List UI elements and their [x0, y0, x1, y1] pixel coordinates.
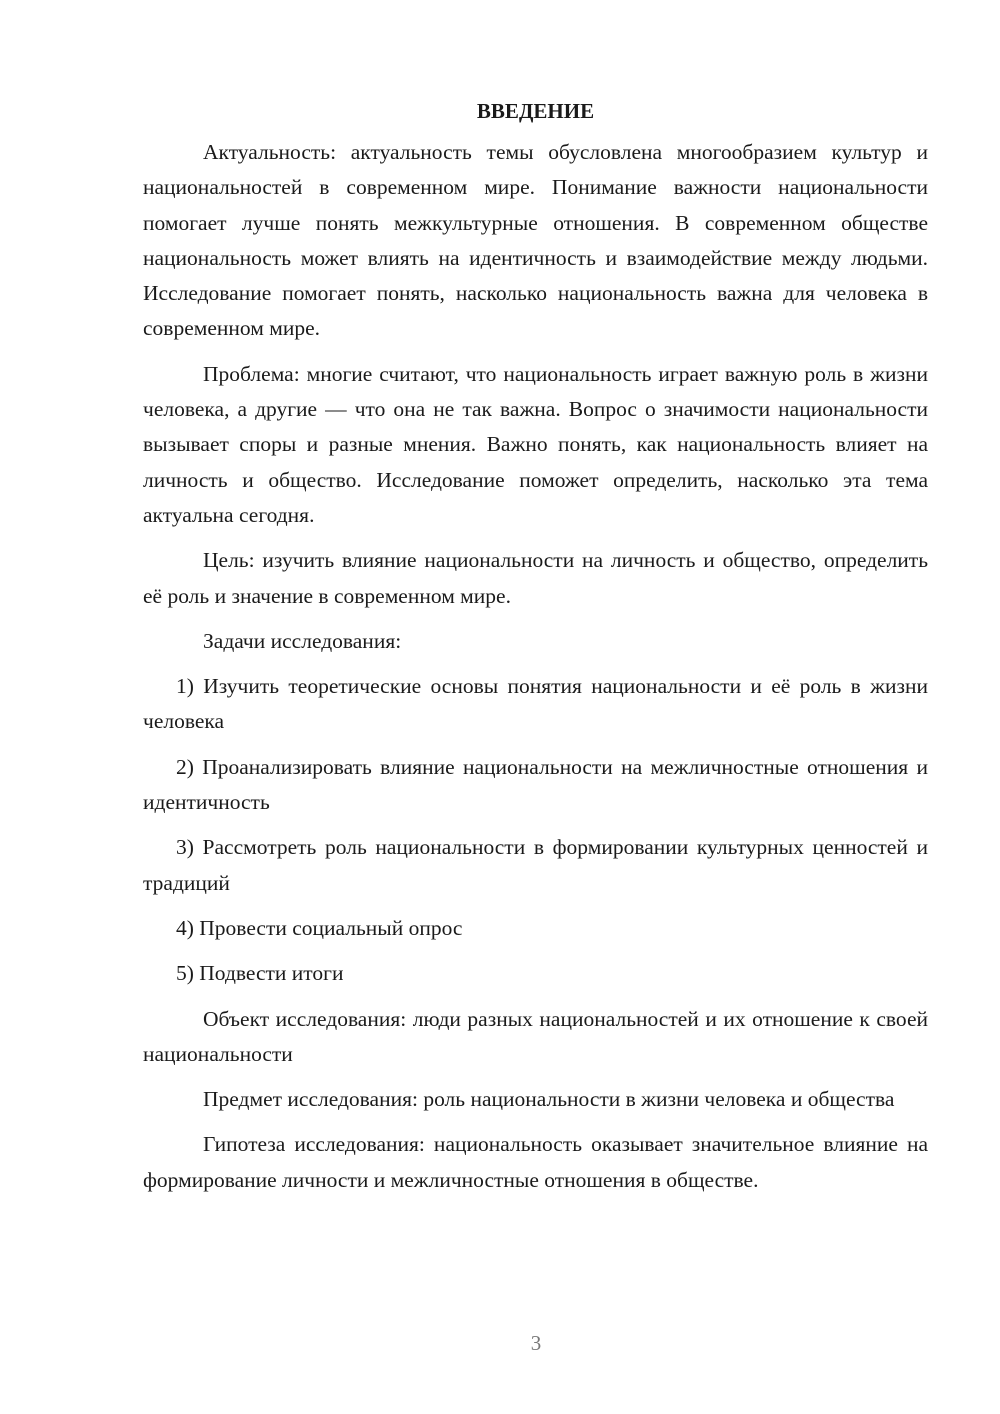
- object-paragraph: Объект исследования: люди разных национальностей и их отношение к своей национальности: [143, 1006, 928, 1066]
- task-item-5: 5) Подвести итоги: [176, 961, 344, 986]
- task-item-2: 2) Проанализировать влияние национальности на межличностные отношения и идентичность: [143, 754, 928, 815]
- task-item-3: 3) Рассмотреть роль национальности в формировании культурных ценностей и традиций: [143, 835, 928, 895]
- page-number: 3: [530, 1331, 542, 1355]
- tasks-heading: Задачи исследования:: [203, 628, 402, 653]
- task-item-1: 1) Изучить теоретические основы понятия национальности и её роль в жизни человека: [143, 674, 928, 734]
- relevance-paragraph: Актуальность: актуальность темы обусловлена многообразием культур и национальностей в современном мире. Понимание важности национальности помогает лучше понять межкультурные отношения. В современном обществе национальность может влиять на идентичность и взаимодействие между людьми. Исследование помогает понять, насколько национальность важна для человека в современном мире.: [143, 140, 928, 341]
- page-title: ВВЕДЕНИЕ: [476, 99, 595, 123]
- task-item-4: 4) Провести социальный опрос: [176, 915, 463, 940]
- problem-paragraph: Проблема: многие считают, что национальность играет важную роль в жизни человека, а другие — что она не так важна. Вопрос о значимости национальности вызывает споры и разные мнения. Важно понять, как национальность влияет на личность и общество. Исследование поможет определить, насколько эта тема актуальна сегодня.: [143, 361, 928, 527]
- subject-paragraph: Предмет исследования: роль национальности в жизни человека и общества: [203, 1087, 895, 1112]
- document-page: [143, 96, 928, 1208]
- hypothesis-paragraph: Гипотеза исследования: национальность оказывает значительное влияние на формирование личности и межличностные отношения в обществе.: [143, 1132, 928, 1192]
- goal-paragraph: Цель: изучить влияние национальности на личность и общество, определить её роль и значение в современном мире.: [143, 548, 928, 608]
